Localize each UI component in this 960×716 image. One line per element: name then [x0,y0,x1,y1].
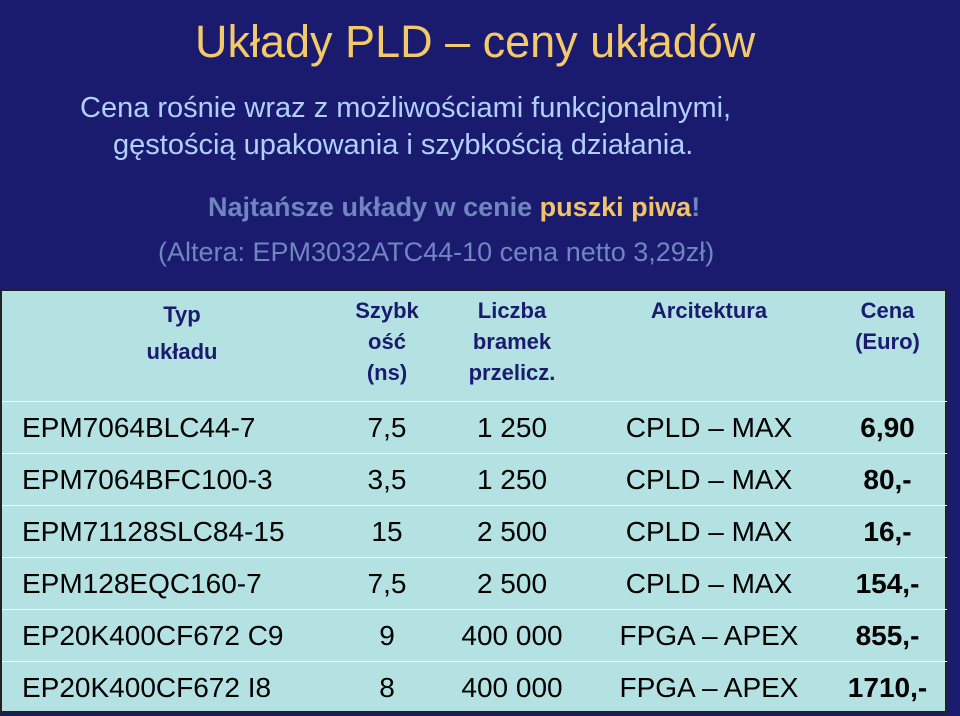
intro-line-2: gęstością upakowania i szybkością działania. [113,129,694,161]
cell-price: 80,- [863,464,912,495]
cell-gates: 1 250 [476,412,548,443]
cell-speed: 15 [371,516,403,547]
header-gates [442,295,582,388]
cell-type: EPM71128SLC84-15 [22,516,285,547]
cell-arch: CPLD – MAX [625,516,793,547]
cheapest-note-detail: (Altera: EPM3032ATC44-10 cena netto 3,29zł) [158,237,715,267]
header-speed-line-1: Szybk [355,298,419,323]
cell-type: EP20K400CF672 I8 [22,672,272,703]
cell-price: 16,- [863,516,912,547]
cell-speed: 7,5 [367,568,407,599]
cell-speed: 7,5 [367,412,407,443]
cell-arch: CPLD – MAX [625,568,793,599]
table-row [2,506,947,558]
table-row [2,558,947,610]
header-speed [342,295,432,388]
table-row [2,402,947,454]
cell-gates: 2 500 [476,516,548,547]
cell-arch: CPLD – MAX [625,412,793,443]
header-gates-line-1: Liczba [477,298,547,323]
cell-type: EPM128EQC160-7 [22,568,262,599]
intro-line-1: Cena rośnie wraz z możliwościami funkcjonalnymi, [80,92,732,124]
cell-speed: 9 [379,620,395,651]
cell-gates: 1 250 [476,464,548,495]
cell-price: 1710,- [847,672,928,703]
cell-arch: CPLD – MAX [625,464,793,495]
header-speed-line-3: (ns) [366,360,408,385]
header-price [830,295,945,357]
intro-text [80,90,731,164]
cell-type: EPM7064BFC100-3 [22,464,273,495]
cell-gates: 2 500 [476,568,548,599]
cell-type: EP20K400CF672 C9 [22,620,284,651]
cell-price: 6,90 [860,412,915,443]
cell-gates: 400 000 [461,672,563,703]
header-gates-line-3: przelicz. [468,360,556,385]
cell-speed: 8 [379,672,395,703]
table-row [2,610,947,662]
header-type-line-1: Typ [163,302,201,327]
cell-gates: 400 000 [461,620,563,651]
header-type [122,299,242,367]
table-row [2,454,947,506]
cell-speed: 3,5 [367,464,407,495]
header-arch-line-1: Arcitektura [650,298,768,323]
cell-price: 855,- [855,620,920,651]
header-price-line-2: (Euro) [855,329,920,354]
cheapest-note [208,192,700,223]
header-speed-line-2: ość [368,329,406,354]
cheapest-note-prefix: Najtańsze układy w cenie [208,192,540,222]
table-row [2,662,947,714]
header-gates-line-2: bramek [472,329,552,354]
cheapest-note-suffix: ! [691,192,701,222]
price-table [0,289,947,713]
header-arch [594,295,824,326]
slide-title: Układy PLD – ceny układów [195,16,756,67]
cell-arch: FPGA – APEX [619,620,799,651]
header-price-line-1: Cena [860,298,915,323]
cell-arch: FPGA – APEX [619,672,799,703]
cell-type: EPM7064BLC44-7 [22,412,256,443]
cell-price: 154,- [855,568,920,599]
header-type-line-2: układu [146,339,218,364]
cheapest-note-highlight: puszki piwa [539,192,692,222]
